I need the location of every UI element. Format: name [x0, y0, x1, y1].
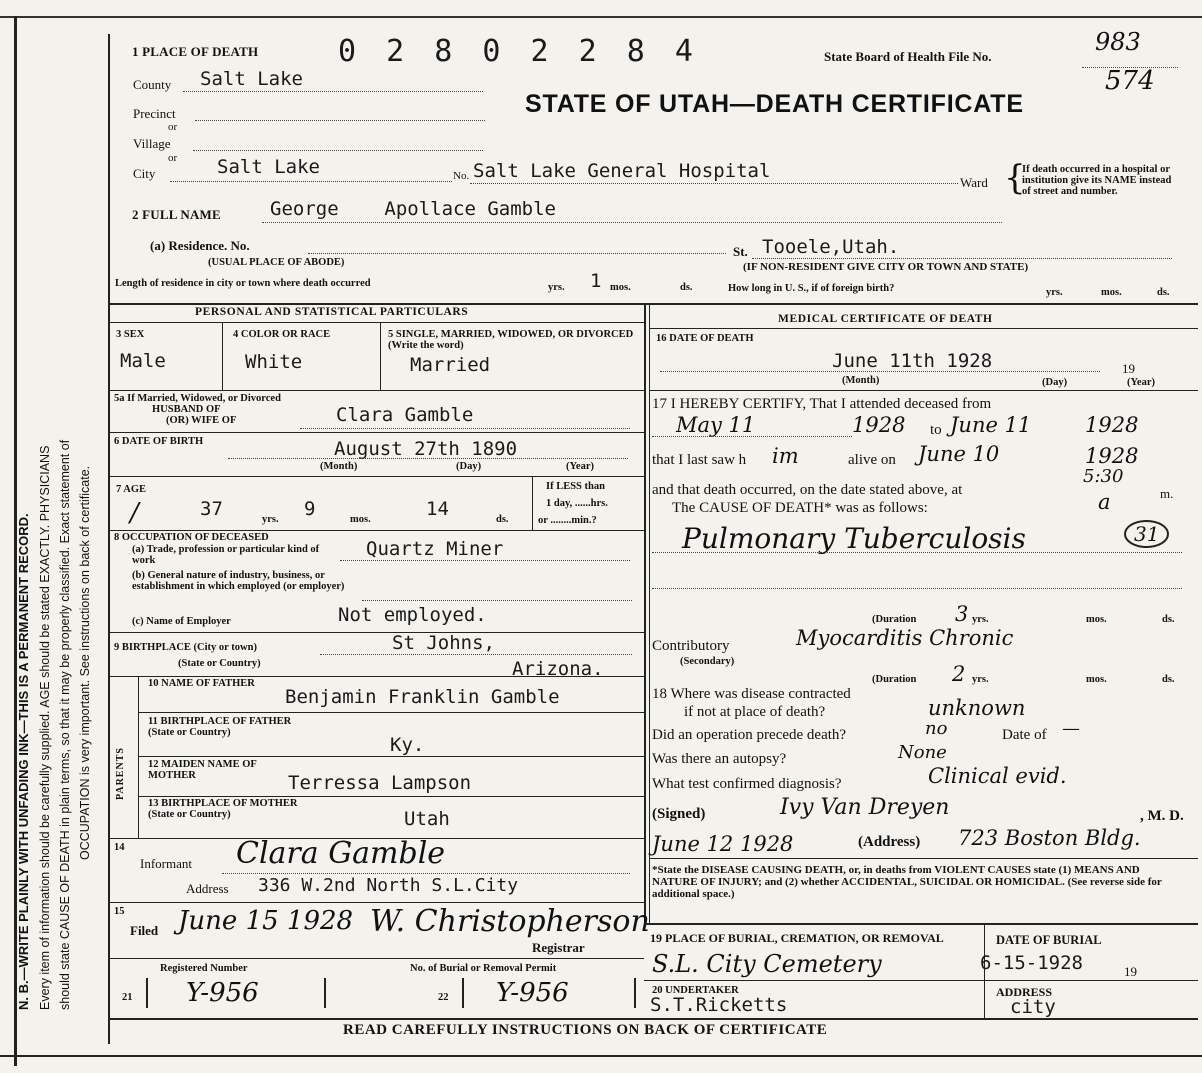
dod-year: (Year)	[1127, 377, 1155, 388]
duration-yrs: yrs.	[972, 614, 989, 625]
burial-place-value: S.L. City Cemetery	[652, 950, 882, 978]
birthplace-label: 9 BIRTHPLACE (City or town)	[114, 642, 257, 653]
dob-value: August 27th 1890	[334, 438, 518, 460]
informant-value: Clara Gamble	[236, 836, 446, 871]
occ-label: 8 OCCUPATION OF DECEASED	[114, 532, 269, 543]
age-label: 7 AGE	[116, 484, 147, 495]
age-ds: 14	[426, 498, 449, 520]
attended-from: May 11	[676, 413, 756, 437]
us-yrs: yrs.	[1046, 287, 1063, 298]
signed-address-value: 723 Boston Bldg.	[958, 826, 1141, 850]
alive-on-value: June 10	[918, 442, 1000, 466]
residence-sub-label: (USUAL PLACE OF ABODE)	[208, 257, 345, 268]
last-saw-label: that I last saw h	[652, 452, 747, 468]
duration-label: (Duration	[872, 614, 917, 625]
burial-permit-label: No. of Burial or Removal Permit	[410, 963, 557, 974]
und-address-label: ADDRESS	[996, 985, 1053, 999]
address-value: 336 W.2nd North S.L.City	[258, 875, 519, 896]
age-yrs: 37	[200, 498, 223, 520]
full-name-label: 2 FULL NAME	[132, 207, 221, 222]
contrib-duration-label: (Duration	[872, 674, 917, 685]
top-edge	[0, 6, 1202, 18]
md-label: , M. D.	[1140, 808, 1184, 824]
filed-label: Filed	[130, 923, 159, 938]
death-time: 5:30	[1083, 466, 1124, 487]
burial-date-label: DATE OF BURIAL	[996, 933, 1102, 947]
age-mos-label: mos.	[350, 514, 371, 525]
marital-value: Married	[410, 354, 491, 376]
father-value: Benjamin Franklin Gamble	[285, 686, 560, 708]
city-label: City	[133, 166, 156, 181]
length-yrs-label: yrs.	[548, 282, 565, 293]
burial-date-19: 19	[1124, 964, 1137, 979]
employer-value: Not employed.	[338, 604, 487, 626]
less-label-c: or ........min.?	[538, 515, 597, 526]
operation-value: no	[925, 718, 948, 739]
file-no-value: 983	[1095, 28, 1141, 56]
length-ds-label: ds.	[680, 282, 693, 293]
parents-label: PARENTS	[115, 747, 126, 800]
city-value: Salt Lake	[217, 156, 320, 178]
footer-instructions: READ CAREFULLY INSTRUCTIONS ON BACK OF CERTIFICATE	[343, 1022, 828, 1038]
residence-value: Tooele,Utah.	[762, 236, 900, 258]
undertaker-label: 20 UNDERTAKER	[652, 985, 739, 996]
residence-st-label: St.	[733, 244, 748, 259]
contracted-value: unknown	[928, 696, 1026, 720]
operation-label: Did an operation precede death?	[652, 727, 847, 743]
father-bp-value: Ky.	[390, 734, 425, 756]
burial-permit-num: 22	[438, 992, 449, 1003]
m-label: m.	[1160, 486, 1174, 501]
attended-to: June 11	[950, 413, 1032, 437]
mother-bp-value: Utah	[404, 808, 450, 830]
county-value: Salt Lake	[200, 68, 303, 90]
file-no-label: State Board of Health File No.	[824, 49, 992, 64]
filed-num: 15	[114, 906, 125, 917]
us-mos: mos.	[1101, 287, 1122, 298]
reg-number-value: Y-956	[186, 978, 259, 1008]
burial-date-value: 6-15-1928	[980, 952, 1083, 974]
spouse-value: Clara Gamble	[336, 404, 474, 426]
birthplace-city: St Johns,	[392, 632, 495, 654]
dod-month: (Month)	[842, 375, 880, 386]
dod-value: June 11th 1928	[832, 350, 993, 372]
undertaker-value: S.T.Ricketts	[650, 994, 788, 1016]
sex-label: 3 SEX	[116, 329, 145, 340]
address-label: Address	[186, 881, 229, 896]
medical-section-title: MEDICAL CERTIFICATE OF DEATH	[778, 313, 993, 325]
cause-label: The CAUSE OF DEATH* was as follows:	[672, 500, 928, 516]
dod-19: 19	[1122, 361, 1135, 376]
mother-bp-label: 13 BIRTHPLACE OF MOTHER (State or Country)	[148, 798, 298, 820]
father-label: 10 NAME OF FATHER	[148, 678, 255, 689]
occ-value: Quartz Miner	[366, 538, 504, 560]
alive-on-yr: 1928	[1085, 444, 1139, 468]
burial-place-label: 19 PLACE OF BURIAL, CREMATION, OR REMOVAL	[650, 931, 944, 945]
file-no-value-2: 574	[1105, 66, 1155, 96]
duration-mos: mos.	[1086, 614, 1107, 625]
contrib-duration-mos: mos.	[1086, 674, 1107, 685]
contrib-duration-ds: ds.	[1162, 674, 1175, 685]
death-occurred-label: and that death occurred, on the date stated above, at	[652, 482, 963, 498]
occ-a-label: (a) Trade, profession or particular kind of work	[132, 544, 320, 566]
cause-value: Pulmonary Tuberculosis	[682, 522, 1026, 555]
occ-b-label: (b) General nature of industry, business, or establishment in which employed (or employer)	[132, 570, 345, 592]
length-residence-label: Length of residence in city or town where death occurred	[115, 278, 371, 289]
registrar-label: Registrar	[532, 940, 585, 955]
contrib-duration-value: 2	[952, 662, 966, 686]
dob-day-label: (Day)	[456, 461, 482, 472]
contracted-label-a: 18 Where was disease contracted	[652, 686, 851, 702]
registrar-signature: W. Christopherson	[370, 904, 650, 939]
duration-value: 3	[955, 602, 969, 626]
length-mos-label: mos.	[610, 282, 631, 293]
to-label: to	[930, 422, 942, 438]
color-label: 4 COLOR OR RACE	[233, 329, 331, 340]
dod-label: 16 DATE OF DEATH	[656, 333, 754, 344]
ward-label: Ward	[960, 175, 988, 190]
burial-permit-value: Y-956	[496, 978, 569, 1008]
contrib-sub: (Secondary)	[680, 656, 735, 667]
side-note-4: OCCUPATION is very important. See instructions on back of certificate.	[78, 465, 92, 860]
date-of-label: Date of	[1002, 727, 1047, 743]
side-note-3: should state CAUSE OF DEATH in plain terms, so that it may be properly classified. Exact statement of	[58, 439, 72, 1010]
contracted-label-b: if not at place of death?	[684, 704, 826, 720]
cause-footnote: *State the DISEASE CAUSING DEATH, or, in deaths from VIOLENT CAUSES state (1) MEANS AND NATURE OF INJURY; and (2) whether ACCIDENTAL, SUICIDAL OR HOMICIDAL. (See reverse side for additional space.)	[652, 864, 1162, 900]
cause-code: 31	[1124, 520, 1169, 548]
mother-label: 12 MAIDEN NAME OF MOTHER	[148, 759, 257, 781]
occ-c-label: (c) Name of Employer	[132, 616, 231, 627]
side-note-1: N. B.—WRITE PLAINLY WITH UNFADING INK—THIS IS A PERMANENT RECORD.	[16, 513, 31, 1010]
last-saw-him: im	[772, 444, 799, 468]
death-ampm: a	[1098, 490, 1111, 514]
und-address-value: city	[1010, 996, 1056, 1018]
contrib-duration-yrs: yrs.	[972, 674, 989, 685]
contrib-label: Contributory	[652, 638, 730, 654]
dod-day: (Day)	[1042, 377, 1068, 388]
us-ds: ds.	[1157, 287, 1170, 298]
informant-num: 14	[114, 842, 125, 853]
autopsy-value: None	[898, 742, 947, 763]
color-value: White	[245, 351, 303, 373]
dob-year-label: (Year)	[566, 461, 594, 472]
certify-label: 17 I HEREBY CERTIFY, That I attended deceased from	[652, 396, 992, 412]
filed-value: June 15 1928	[178, 906, 354, 936]
or-2: or	[168, 152, 178, 164]
dob-label: 6 DATE OF BIRTH	[114, 436, 204, 447]
marital-label: 5 SINGLE, MARRIED, WIDOWED, OR DIVORCED (Write the word)	[388, 329, 634, 351]
signed-address-label: (Address)	[858, 834, 921, 850]
date-of-value: —	[1062, 718, 1080, 739]
sex-value: Male	[120, 350, 166, 372]
birthplace-state: Arizona.	[512, 658, 604, 680]
ward-brace: {	[1004, 158, 1026, 198]
nonresident-note: (IF NON-RESIDENT GIVE CITY OR TOWN AND STATE)	[743, 261, 1029, 273]
spouse-label-a: 5a If Married, Widowed, or Divorced	[114, 393, 281, 404]
length-mos-value: 1	[590, 270, 602, 292]
bottom-edge	[0, 1055, 1202, 1057]
us-label: How long in U. S., if of foreign birth?	[728, 283, 895, 294]
informant-label: Informant	[140, 856, 192, 871]
full-name-value: George Apollace Gamble	[270, 198, 556, 220]
certificate-number: 0 2 8 0 2 2 8 4	[338, 34, 699, 69]
less-label-a: If LESS than	[546, 481, 605, 492]
reg-number-label: Registered Number	[160, 963, 248, 974]
alive-on-label: alive on	[848, 452, 896, 468]
spouse-label-b: HUSBAND OF	[152, 404, 221, 415]
precinct-label: Precinct	[133, 106, 176, 121]
age-ds-label: ds.	[496, 514, 509, 525]
duration-ds: ds.	[1162, 614, 1175, 625]
place-of-death-label: 1 PLACE OF DEATH	[132, 44, 259, 59]
or-1: or	[168, 121, 178, 133]
personal-section-title: PERSONAL AND STATISTICAL PARTICULARS	[195, 306, 469, 318]
father-bp-label: 11 BIRTHPLACE OF FATHER (State or Country)	[148, 716, 292, 738]
no-label: No.	[453, 170, 470, 182]
signed-value: Ivy Van Dreyen	[780, 795, 950, 820]
test-label: What test confirmed diagnosis?	[652, 776, 842, 792]
reg-number-num: 21	[122, 992, 133, 1003]
certificate-title: STATE OF UTAH—DEATH CERTIFICATE	[525, 90, 1024, 118]
spouse-label-c: (OR) WIFE OF	[166, 415, 237, 426]
dob-month-label: (Month)	[320, 461, 358, 472]
attended-from-yr: 1928	[852, 413, 906, 437]
age-mos: 9	[304, 498, 316, 520]
residence-label: (a) Residence. No.	[150, 238, 250, 253]
ward-note: If death occurred in a hospital or institution give its NAME instead of street and number.	[1022, 164, 1172, 197]
village-label: Village	[133, 136, 171, 151]
signed-date: June 12 1928	[652, 832, 794, 856]
mother-value: Terressa Lampson	[288, 772, 472, 794]
signed-label: (Signed)	[652, 806, 706, 822]
county-label: County	[133, 77, 172, 92]
contrib-value: Myocarditis Chronic	[796, 626, 1014, 650]
autopsy-label: Was there an autopsy?	[652, 751, 787, 767]
side-note-2: Every item of information should be carefully supplied. AGE should be stated EXACTLY. PHYSICIANS	[38, 445, 52, 1010]
test-value: Clinical evid.	[928, 764, 1067, 788]
hospital-value: Salt Lake General Hospital	[473, 160, 771, 182]
age-check: /	[130, 498, 139, 528]
birthplace-sub: (State or Country)	[178, 658, 261, 669]
age-yrs-label: yrs.	[262, 514, 279, 525]
less-label-b: 1 day, ......hrs.	[546, 498, 608, 509]
attended-to-yr: 1928	[1085, 413, 1139, 437]
